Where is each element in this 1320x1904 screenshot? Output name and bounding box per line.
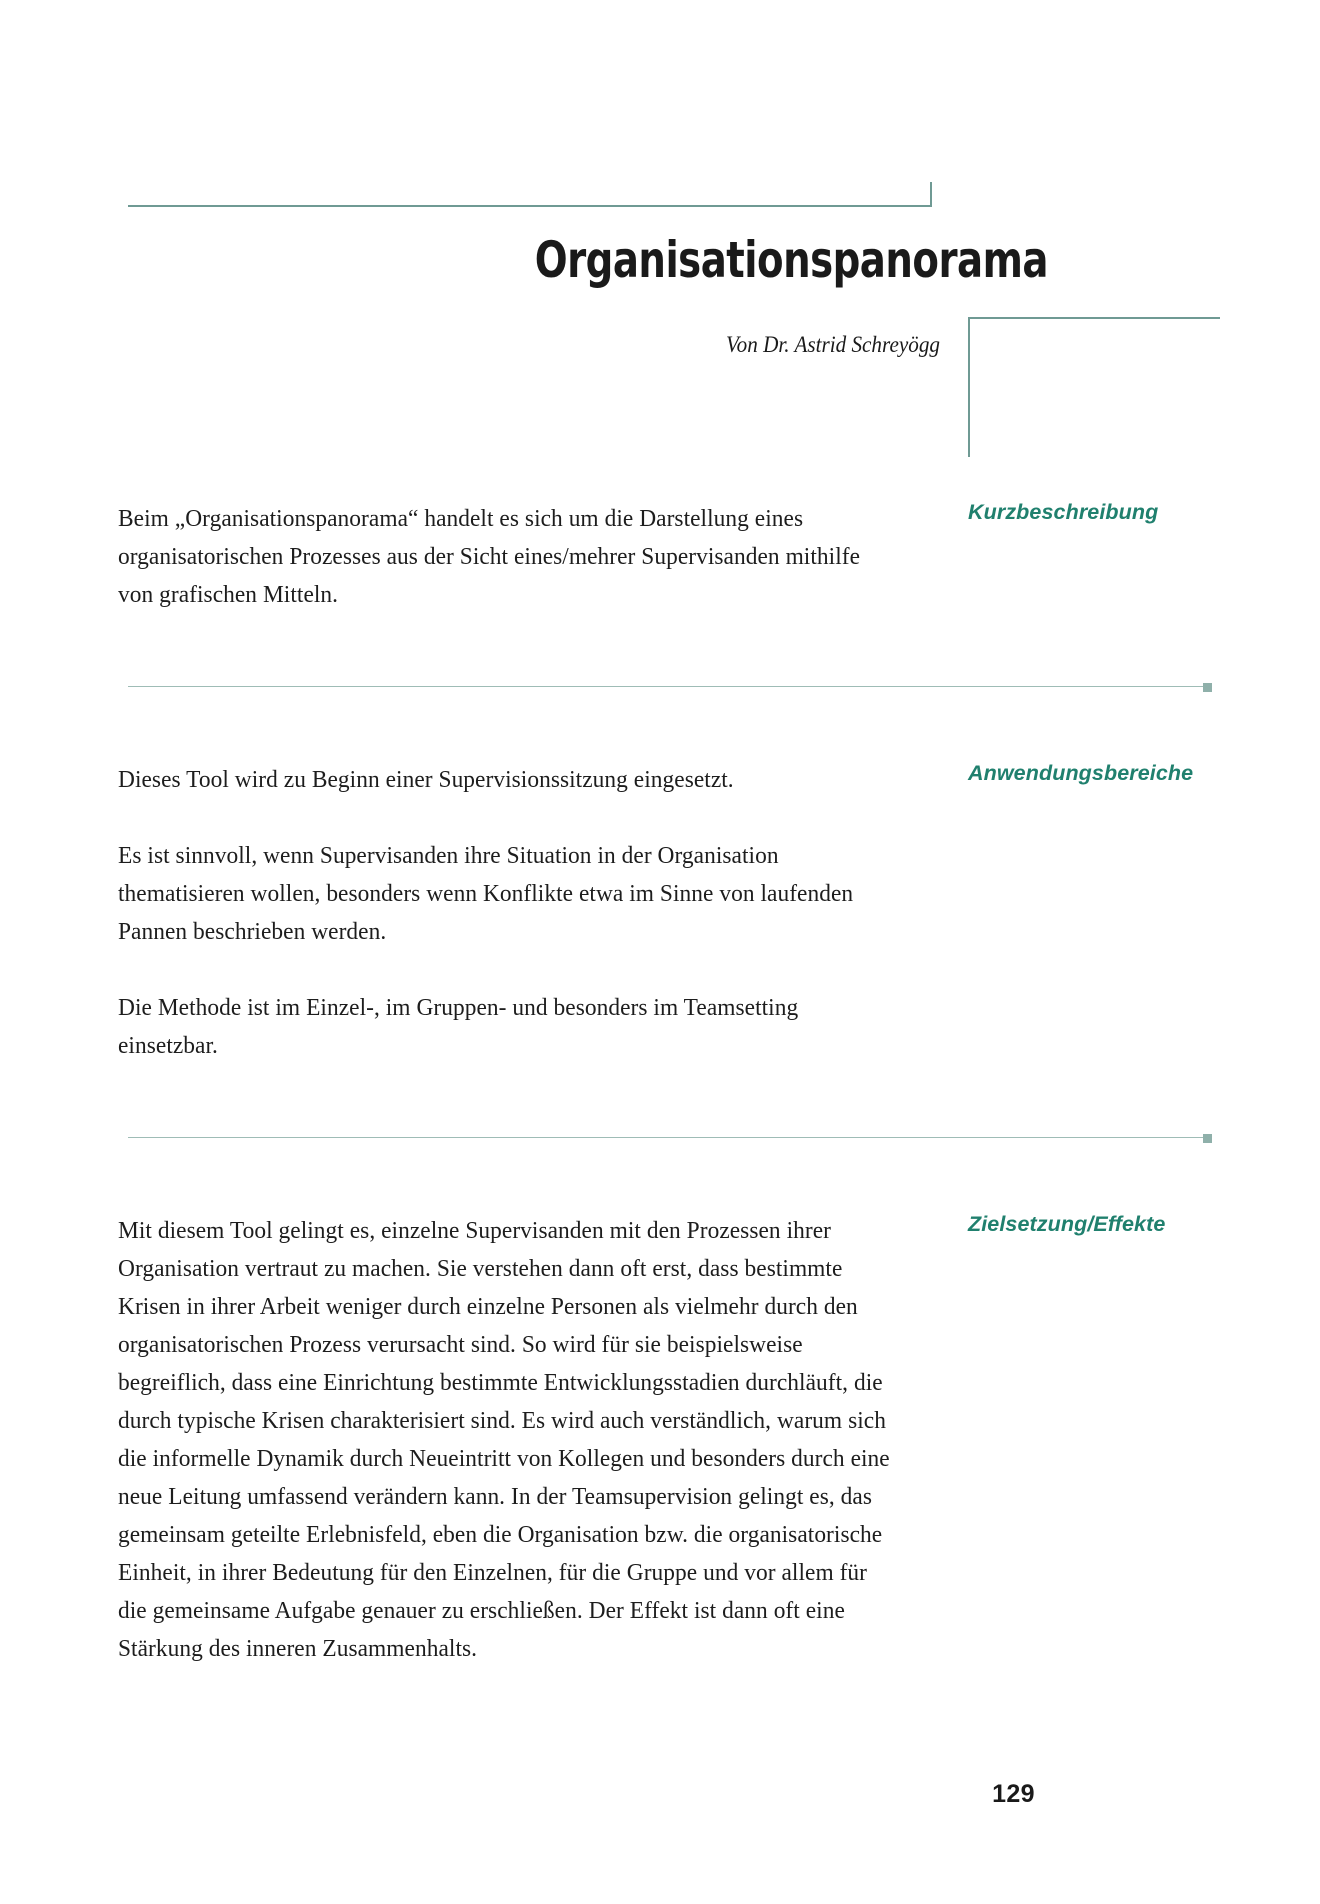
section-body-anwendungsbereiche <box>118 761 938 1065</box>
author-byline: Von Dr. Astrid Schreyögg <box>726 332 940 357</box>
paragraph: Es ist sinnvoll, wenn Supervisanden ihre Situation in der Organisation thematisieren wollen, besonders wenn Konflikte etwa im Sinne von laufenden Pannen beschrieben werden. <box>118 842 854 945</box>
section-body-kurzbeschreibung <box>118 500 938 614</box>
document-body <box>0 500 1320 1668</box>
section-divider-1 <box>0 686 1320 687</box>
page-number: 129 <box>992 1780 1035 1808</box>
paragraph: Mit diesem Tool gelingt es, einzelne Supervisanden mit den Prozessen ihrer Organisation vertraut zu machen. Sie verstehen dann oft erst, dass bestimmte Krisen in ihrer Arbeit weniger durch einzelne Personen als vielmehr durch den organisatorischen Prozess verursacht sind. So wird für sie beispielsweise begreiflich, dass eine Einrichtung bestimmte Entwicklungsstadien durchläuft, die durch typische Krisen charakterisiert sind. Es wird auch verständlich, warum sich die informelle Dynamik durch Neueintritt von Kollegen und besonders durch eine neue Leitung umfassend verändern kann. In der Teamsupervision gelingt es, das gemeinsam geteilte Erlebnisfeld, eben die Organisation bzw. die organisatorische Einheit, in ihrer Bedeutung für den Einzelnen, für die Gruppe und vor allem für die gemeinsame Aufgabe genauer zu erschließen. Der Effekt ist dann oft eine Stärkung des inneren Zusammenhalts. <box>118 1217 890 1662</box>
divider-end-marker <box>1203 683 1212 692</box>
spacer <box>0 1065 1320 1137</box>
section-anwendungsbereiche <box>0 761 1320 1065</box>
section-label-kurzbeschreibung: Kurzbeschreibung <box>968 500 1159 524</box>
spacer <box>0 687 1320 761</box>
header-rule-end-tick <box>930 182 932 207</box>
paragraph: Die Methode ist im Einzel-, im Gruppen- und besonders im Teamsetting einsetzbar. <box>118 994 799 1059</box>
page-title: Organisationspanorama <box>534 231 1048 289</box>
header-rule <box>128 205 932 207</box>
section-label-zielsetzung-effekte: Zielsetzung/Effekte <box>968 1212 1166 1236</box>
section-divider-2 <box>0 1137 1320 1138</box>
section-body-zielsetzung-effekte <box>118 1212 938 1668</box>
section-kurzbeschreibung <box>0 500 1320 614</box>
paragraph: Beim „Organisationspanorama“ handelt es sich um die Darstellung eines organisatorischen Prozesses aus der Sicht eines/mehrer Supervisanden mithilfe von grafischen Mitteln. <box>118 505 861 608</box>
divider-line <box>128 686 1208 687</box>
paragraph: Dieses Tool wird zu Beginn einer Supervisionssitzung eingesetzt. <box>118 766 734 793</box>
divider-line <box>128 1137 1208 1138</box>
spacer <box>0 1138 1320 1212</box>
section-label-anwendungsbereiche: Anwendungsbereiche <box>968 761 1194 785</box>
section-zielsetzung-effekte <box>0 1212 1320 1668</box>
author-corner-bracket <box>968 317 1220 457</box>
spacer <box>0 614 1320 686</box>
divider-end-marker <box>1203 1134 1212 1143</box>
